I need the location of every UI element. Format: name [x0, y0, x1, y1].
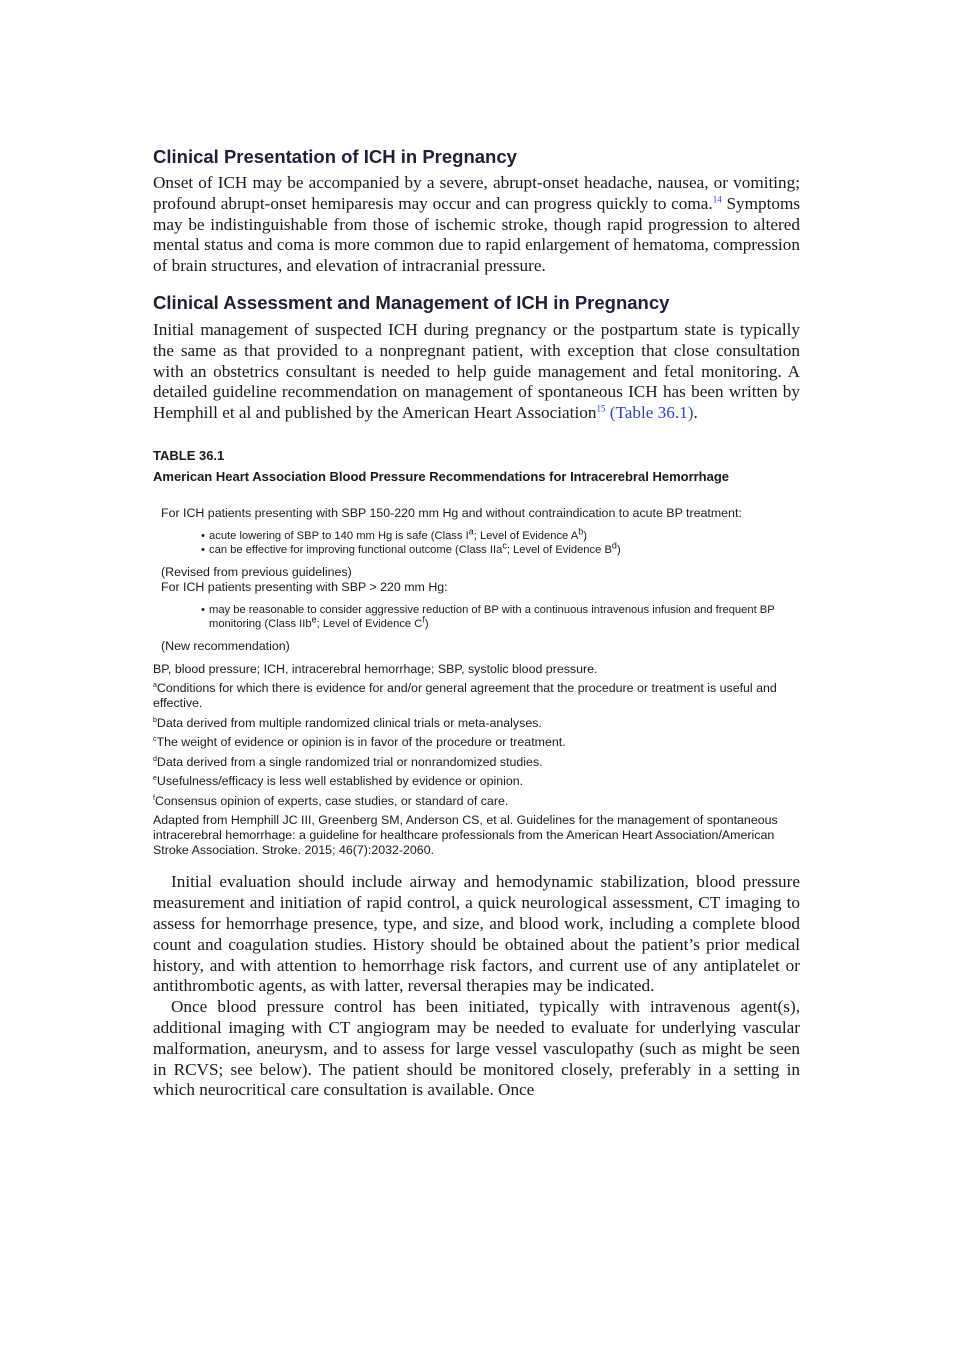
list-item: • can be effective for improving functional outcome (Class IIa$^c$; Level of Evidence $B^d$) [209, 543, 800, 557]
table-footnotes [153, 662, 800, 859]
recommendation-list [161, 526, 800, 557]
footnote: BP, blood pressure; ICH, intracerebral hemorrhage; SBP, systolic blood pressure. [153, 661, 598, 676]
section-heading: Clinical Presentation of ICH in Pregnancy [153, 146, 517, 167]
table-label: TABLE 36.1 [153, 447, 225, 463]
list-item: • may be reasonable to consider aggressive reduction of BP with a continuous intravenous infusion and frequent BP monitoring (Class IIb$^e$; Level of Evidence $C^f$) [209, 603, 800, 631]
list-item: • acute lowering of SBP to 140 mm Hg is safe (Class $I^a$; Level of Evidence $A^b$) [209, 529, 800, 543]
table-title: American Heart Association Blood Pressure Recommendations for Intracerebral Hemorrhage [153, 468, 730, 484]
revision-note: (New recommendation) [161, 638, 290, 653]
table-intro: For ICH patients presenting with SBP > 220 mm Hg: [161, 579, 448, 594]
footnote: $^d$Data derived from a single randomized trial or nonrandomized studies. [153, 754, 543, 769]
footnote: $^c$The weight of evidence or opinion is in favor of the procedure or treatment. [153, 735, 566, 750]
paragraph: Initial management of suspected ICH during pregnancy or the postpartum state is typically the same as that provided to a nonpregnant patient, with exception that close consultation with an obstetrics consultant is needed to help guide management and fetal monitoring. A detailed guideline recommendation on management of spontaneous ICH has been written by Hemphill et al and published by the American Heart Association$^{15}$ (Table 36.1). [153, 319, 800, 423]
section-clinical-presentation [153, 146, 800, 277]
section-clinical-assessment [153, 292, 800, 424]
table-36-1 [153, 448, 800, 859]
paragraph: Initial evaluation should include airway and hemodynamic stabilization, blood pressure measurement and initiation of rapid control, a quick neurological assessment, CT imaging to assess for hemorrhage presence, type, and size, and blood work, including a complete blood count and coagulation studies. History should be obtained about the patient’s prior medical history, and with attention to hemorrhage risk factors, and current use of any antiplatelet or antithrombotic agents, as with latter, reversal therapies may be indicated. [153, 872, 800, 996]
footnote: $^e$Usefulness/efficacy is less well established by evidence or opinion. [153, 774, 524, 789]
table-link[interactable]: (Table 36.1) [609, 403, 694, 423]
footnote: $^a$Conditions for which there is evidence for and/or general agreement that the procedure or treatment is useful and effective. [153, 681, 777, 711]
page-content [153, 146, 800, 1101]
paragraph: Once blood pressure control has been initiated, typically with intravenous agent(s), additional imaging with CT angiogram may be needed to evaluate for underlying vascular malformation, aneurysm, and to assess for large vessel vasculopathy (such as might be seen in RCVS; see below). The patient should be monitored closely, preferably in a setting in which neurocritical care consultation is available. Once [153, 997, 800, 1100]
reference-link[interactable]: 14 [712, 194, 722, 205]
footnote: $^b$Data derived from multiple randomized clinical trials or meta-analyses. [153, 715, 542, 730]
body-text-continued [153, 872, 800, 1101]
source-note: Adapted from Hemphill JC III, Greenberg SM, Anderson CS, et al. Guidelines for the management of spontaneous intracerebral hemorrhage: a guideline for healthcare professionals from the American Heart Association/American Stroke Association. Stroke. 2015; 46(7):2032-2060. [153, 813, 778, 858]
paragraph: Onset of ICH may be accompanied by a severe, abrupt-onset headache, nausea, or vomiting; profound abrupt-onset hemiparesis may occur and can progress quickly to coma.$^{14}$ Symptoms may be indistinguishable from those of ischemic stroke, though rapid progression to altered mental status and coma is more common due to rapid enlargement of hematoma, compression of brain structures, and elevation of intracranial pressure. [153, 173, 801, 276]
footnote: $^f$Consensus opinion of experts, case studies, or standard of care. [153, 793, 509, 808]
recommendation-list [161, 603, 800, 631]
reference-link[interactable]: 15 [596, 403, 606, 414]
revision-note: (Revised from previous guidelines) [161, 564, 352, 579]
table-body [153, 506, 800, 654]
section-heading: Clinical Assessment and Management of ICH in Pregnancy [153, 291, 670, 313]
table-intro: For ICH patients presenting with SBP 150-220 mm Hg and without contraindication to acute BP treatment: [161, 505, 742, 520]
